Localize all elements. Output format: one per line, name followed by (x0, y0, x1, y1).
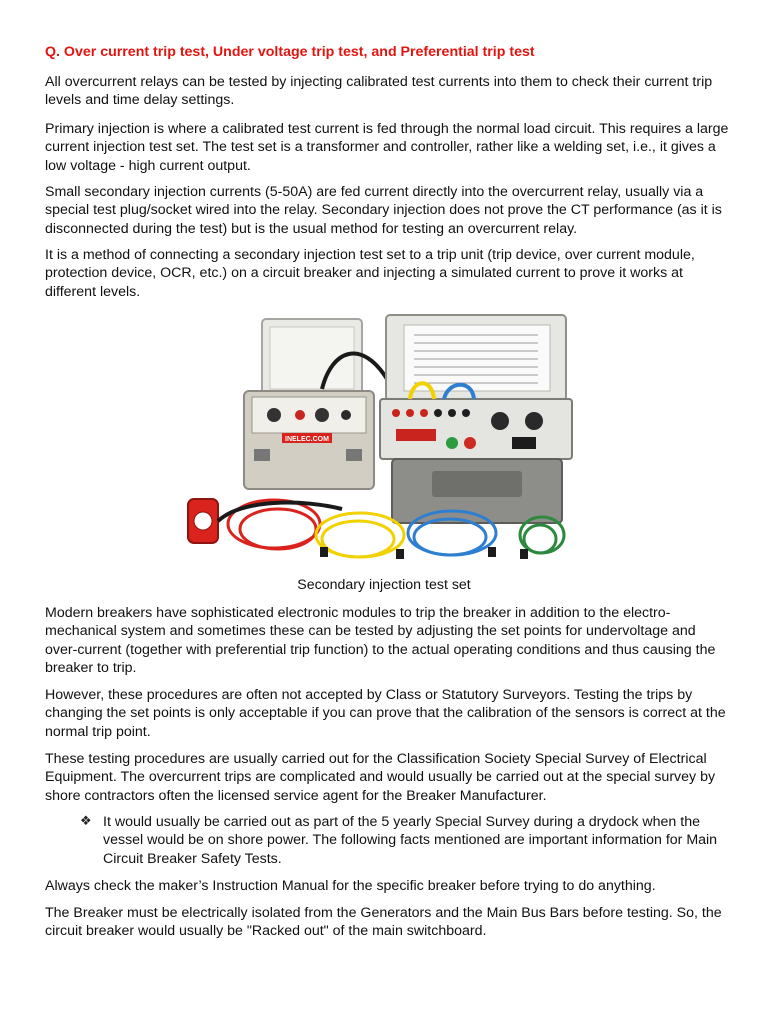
paragraph-secondary-injection: Small secondary injection currents (5-50A) are fed current directly into the overcurrent relay, usually via a special test plug/socket wired into the relay. Secondary injection does not prove the CT performance (as it is disconnected during the test) but is the usual method for testing an overcurrent relay. (45, 184, 722, 237)
paragraph-classification-survey: These testing procedures are usually carried out for the Classification Society Special Survey of Electrical Equipment. The overcurrent trips are complicated and would usually be carried out at the special survey by shore contractors often the licensed service agent for the Breaker Manufacturer. (45, 751, 716, 804)
paragraph-trip-unit-method: It is a method of connecting a secondary injection test set to a trip unit (trip device, over current module, protection device, OCR, etc.) on a circuit breaker and injecting a simulated current to prove it works at different levels. (45, 247, 695, 300)
paragraph-surveyors: However, these procedures are often not accepted by Class or Statutory Surveyors. Testing the trips by changing the set points is only acceptable if you can prove that the calibration of the sensors is correct at the normal trip point. (45, 687, 726, 740)
figure-caption: Secondary injection test set (297, 577, 471, 593)
section-heading: Q. Over current trip test, Under voltage trip test, and Preferential trip test (45, 44, 535, 60)
test-set-photo (182, 309, 578, 571)
bullet-text: It would usually be carried out as part of the 5 yearly Special Survey during a drydock when the vessel would be on shore power. The following facts mentioned are important information for Main Circuit Breaker Safety Tests. (103, 814, 718, 867)
diamond-bullet-icon: ❖ (80, 813, 92, 828)
brand-label: INELEC.COM (285, 436, 329, 443)
paragraph-instruction-manual: Always check the maker’s Instruction Manual for the specific breaker before trying to do anything. (45, 878, 656, 894)
paragraph-overcurrent-relays: All overcurrent relays can be tested by injecting calibrated test currents into them to check their current trip levels and time delay settings. (45, 74, 713, 109)
paragraph-isolation: The Breaker must be electrically isolated from the Generators and the Main Bus Bars before testing. So, the circuit breaker would usually be "Racked out" of the main switchboard. (45, 905, 722, 940)
paragraph-modern-breakers: Modern breakers have sophisticated electronic modules to trip the breaker in addition to the electro-mechanical system and sometimes these can be tested by adjusting the set points for undervoltage and over-current (together with preferential trip function) to the actual operating conditions and thus causing the breaker to trip. (45, 605, 716, 676)
paragraph-primary-injection: Primary injection is where a calibrated test current is fed through the normal load circuit. This requires a large current injection test set. The test set is a transformer and controller, rather like a welding set, i.e., it gives a low voltage - high current output. (45, 121, 729, 174)
